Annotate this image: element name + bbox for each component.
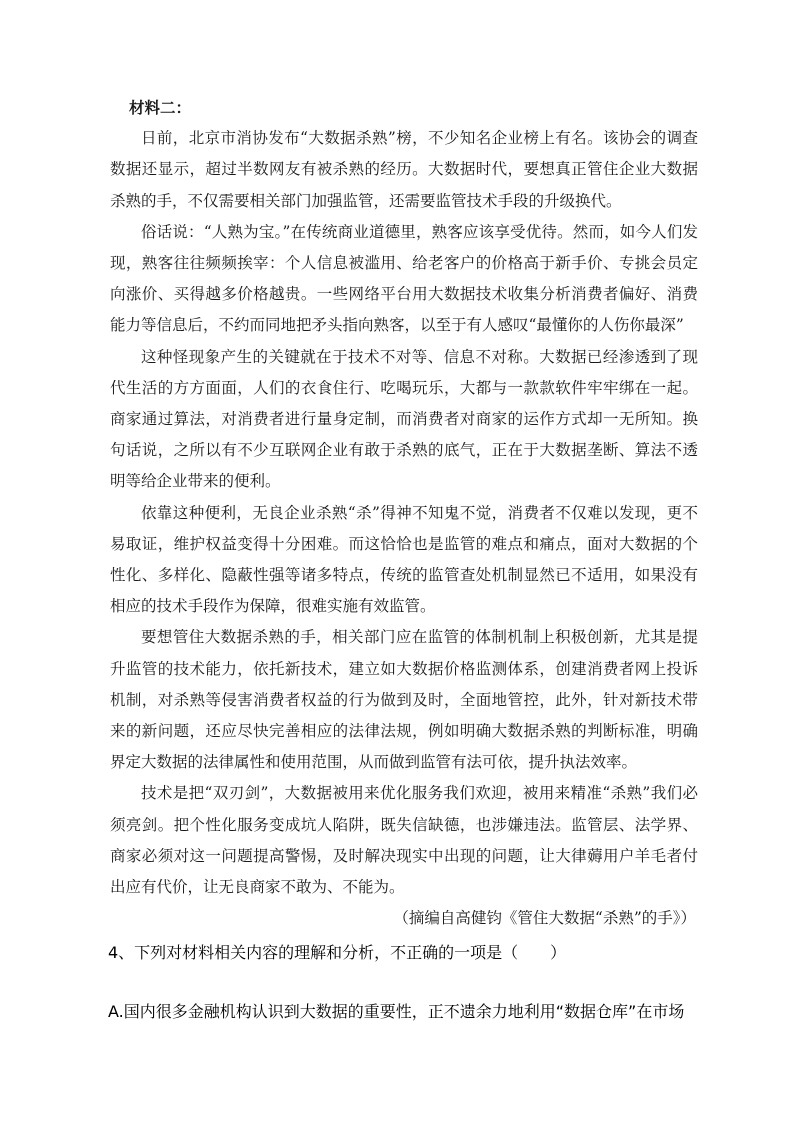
paragraph: 俗话说：“人熟为宝。”在传统商业道德里，熟客应该享受优待。然而，如今人们发现，熟客往往频频挨宰：个人信息被滥用、给老客户的价格高于新手价、专挑会员定向涨价、买得越多价格越贵。一些网络平台用大数据技术收集分析消费者偏好、消费能力等信息后，不约而同地把矛头指向熟客，以至于有人感叹“最懂你的人伤你最深” bbox=[110, 222, 698, 335]
material-section bbox=[110, 92, 698, 934]
paragraph: 技术是把“双刃剑”，大数据被用来优化服务我们欢迎，被用来精准“杀熟”我们必须亮剑。把个性化服务变成坑人陷阱，既失信缺德，也涉嫌违法。监管层、法学界、商家必须对这一问题提高警惕，及时解决现实中出现的问题，让大律薅用户羊毛者付出应有代价，让无良商家不敢为、不能为。 bbox=[110, 784, 698, 897]
question-stem: 4、下列对材料相关内容的理解和分析，不正确的一项是（ ） bbox=[108, 943, 567, 962]
material-heading: 材料二： bbox=[129, 98, 192, 117]
paragraph: 这种怪现象产生的关键就在于技术不对等、信息不对称。大数据已经渗透到了现代生活的方方面面，人们的衣食住行、吃喝玩乐，大都与一款款软件牢牢绑在一起。商家通过算法，对消费者进行量身定制，而消费者对商家的运作方式却一无所知。换句话说，之所以有不少互联网企业有敢于杀熟的底气，正在于大数据垄断、算法不透明等给企业带来的便利。 bbox=[110, 347, 698, 491]
paragraph: 日前，北京市消协发布“大数据杀熟”榜，不少知名企业榜上有名。该协会的调查数据还显示，超过半数网友有被杀熟的经历。大数据时代，要想真正管住企业大数据杀熟的手，不仅需要相关部门加强监管，还需要监管技术手段的升级换代。 bbox=[110, 129, 698, 210]
source-citation: （摘编自高健钧《管住大数据“杀熟”的手》） bbox=[393, 909, 696, 928]
paragraph: 要想管住大数据杀熟的手，相关部门应在监管的体制机制上积极创新，尤其是提升监管的技术能力，依托新技术，建立如大数据价格监测体系，创建消费者网上投诉机制，对杀熟等侵害消费者权益的行为做到及时，全面地管控，此外，针对新技术带来的新问题，还应尽快完善相应的法律法规，例如明确大数据杀熟的判断标准，明确界定大数据的法律属性和使用范围，从而做到监管有法可依，提升执法效率。 bbox=[110, 628, 698, 772]
option-a: A.国内很多金融机构认识到大数据的重要性，正不遗余力地利用“数据仓库”在市场 bbox=[108, 1002, 685, 1021]
paragraph: 依靠这种便利，无良企业杀熟“杀”得神不知鬼不觉，消费者不仅难以发现，更不易取证，维护权益变得十分困难。而这恰恰也是监管的难点和痛点，面对大数据的个性化、多样化、隐蔽性强等诸多特点，传统的监管查处机制显然已不适用，如果没有相应的技术手段作为保障，很难实施有效监管。 bbox=[110, 503, 698, 616]
